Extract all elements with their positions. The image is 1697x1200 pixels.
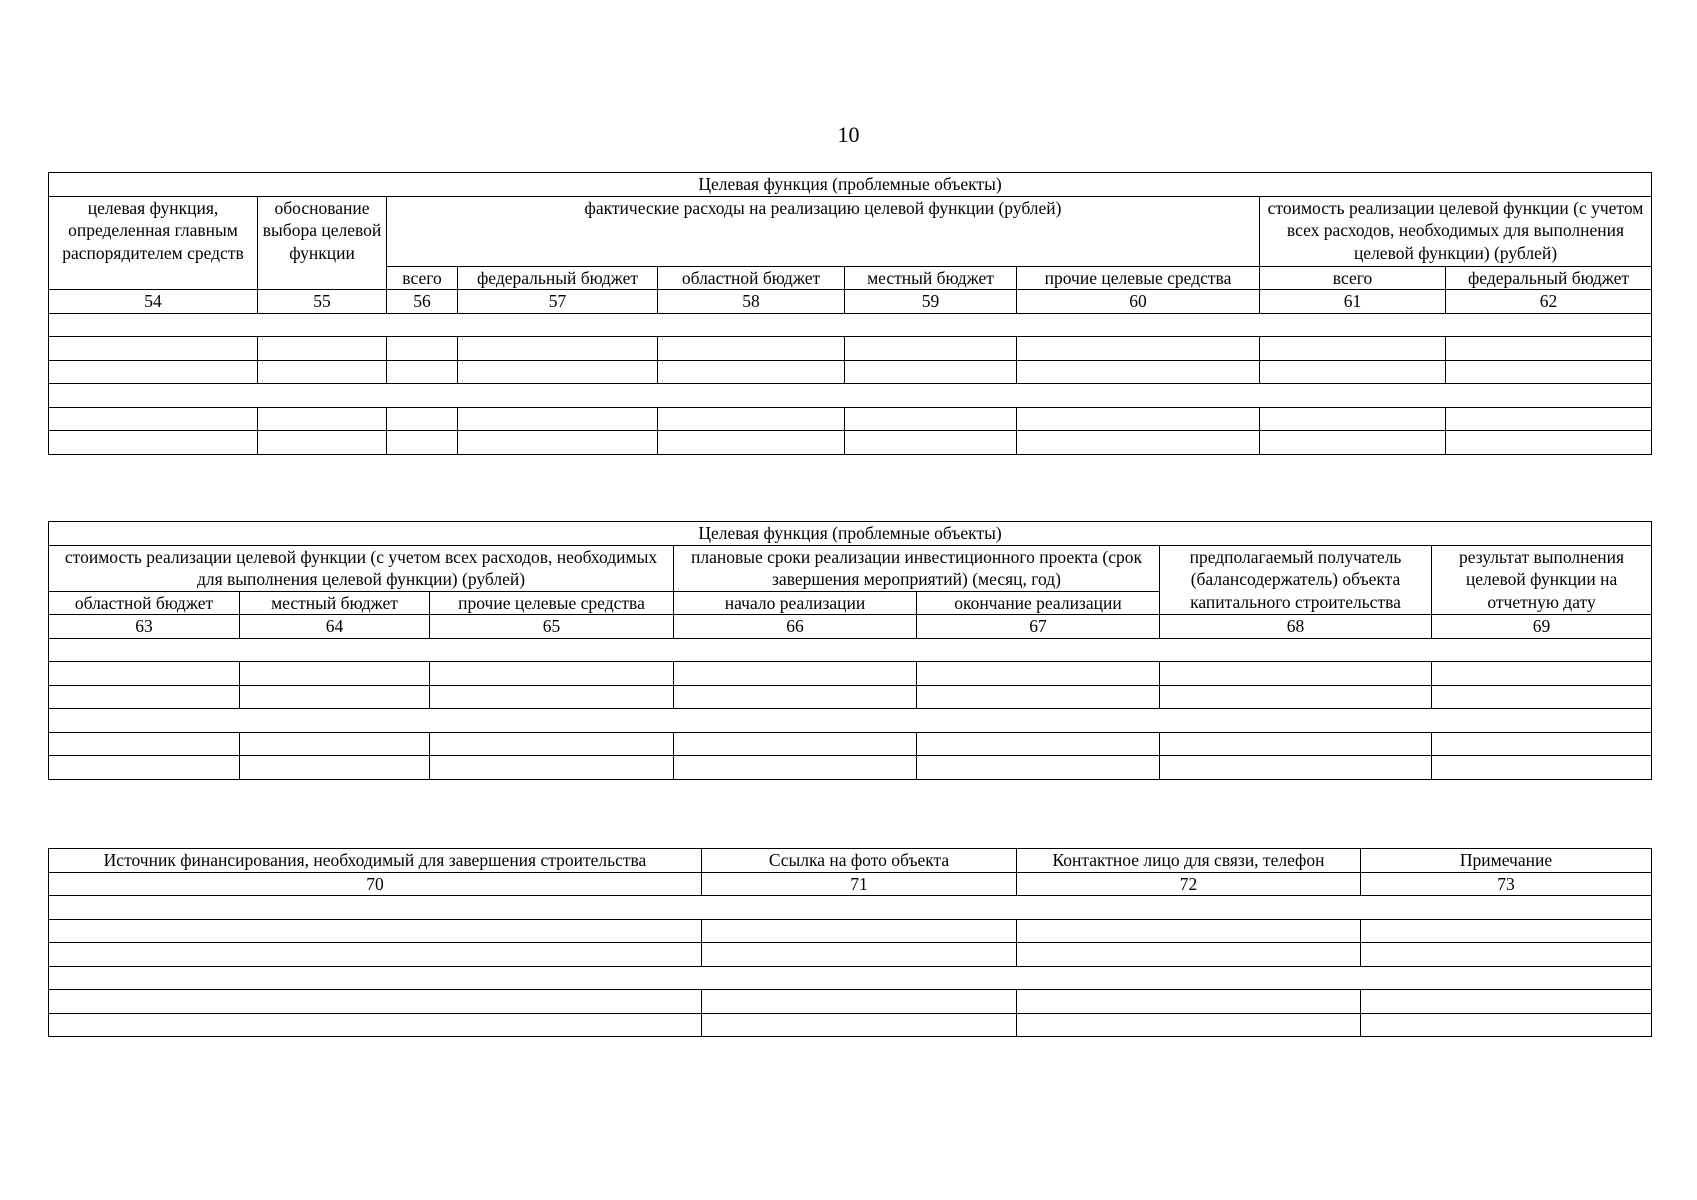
- empty-cell: [458, 337, 658, 361]
- empty-cell: [49, 709, 1652, 733]
- header-recipient: предполагаемый получатель (балансодержатель) объекта капитального строительства: [1160, 545, 1432, 615]
- empty-cell: [1361, 990, 1652, 1014]
- empty-cell: [658, 337, 845, 361]
- header-federal-budget: федеральный бюджет: [458, 266, 658, 290]
- empty-cell: [1260, 360, 1446, 384]
- empty-cell: [1432, 662, 1652, 686]
- header-cost: стоимость реализации целевой функции (с учетом всех расходов, необходимых для выполнения целевой функции) (рублей): [1260, 196, 1652, 266]
- table-row: [49, 990, 1652, 1014]
- table-row: [49, 756, 1652, 780]
- empty-cell: [49, 313, 1652, 337]
- empty-cell: [917, 732, 1160, 756]
- table-row: [49, 431, 1652, 455]
- empty-cell: [1446, 431, 1652, 455]
- empty-cell: [49, 431, 258, 455]
- empty-cell: [1017, 431, 1260, 455]
- empty-cell: [702, 990, 1017, 1014]
- empty-cell: [49, 1013, 702, 1037]
- header-regional-budget: областной бюджет: [658, 266, 845, 290]
- empty-cell: [702, 943, 1017, 967]
- header-actual-expenses: фактические расходы на реализацию целевой функции (рублей): [387, 196, 1260, 266]
- column-number: 56: [387, 290, 458, 314]
- column-number: 60: [1017, 290, 1260, 314]
- empty-cell: [1260, 337, 1446, 361]
- header-target-function: целевая функция, определенная главным распорядителем средств: [49, 196, 258, 290]
- empty-cell: [1446, 407, 1652, 431]
- empty-cell: [1160, 685, 1432, 709]
- table-row: [49, 1013, 1652, 1037]
- table-title: Целевая функция (проблемные объекты): [49, 522, 1652, 546]
- column-number: 62: [1446, 290, 1652, 314]
- empty-cell: [1017, 360, 1260, 384]
- empty-cell: [1160, 756, 1432, 780]
- header-total-cost: всего: [1260, 266, 1446, 290]
- empty-cell: [258, 431, 387, 455]
- empty-cell: [1446, 360, 1652, 384]
- header-result: результат выполнения целевой функции на отчетную дату: [1432, 545, 1652, 615]
- empty-cell: [430, 685, 674, 709]
- empty-cell: [387, 360, 458, 384]
- empty-cell: [658, 431, 845, 455]
- empty-cell: [1432, 685, 1652, 709]
- empty-cell: [1017, 1013, 1361, 1037]
- column-number-row: [49, 615, 1652, 639]
- empty-cell: [49, 685, 240, 709]
- header-photo-link: Ссылка на фото объекта: [702, 849, 1017, 873]
- header-row: [49, 545, 1652, 591]
- header-start: начало реализации: [674, 591, 917, 615]
- empty-cell: [1160, 732, 1432, 756]
- column-number: 66: [674, 615, 917, 639]
- group-row: [49, 896, 1652, 920]
- column-number: 68: [1160, 615, 1432, 639]
- empty-cell: [49, 638, 1652, 662]
- column-number: 71: [702, 872, 1017, 896]
- column-number: 73: [1361, 872, 1652, 896]
- column-number: 64: [240, 615, 430, 639]
- header-end: окончание реализации: [917, 591, 1160, 615]
- column-number: 58: [658, 290, 845, 314]
- empty-cell: [845, 407, 1017, 431]
- target-function-table-1: [48, 172, 1652, 455]
- table-title: Целевая функция (проблемные объекты): [49, 173, 1652, 197]
- header-total: всего: [387, 266, 458, 290]
- header-row: [49, 196, 1652, 266]
- column-number-row: [49, 872, 1652, 896]
- column-number: 70: [49, 872, 702, 896]
- header-regional-budget: областной бюджет: [49, 591, 240, 615]
- header-local-budget: местный бюджет: [845, 266, 1017, 290]
- header-planned-terms: плановые сроки реализации инвестиционного проекта (срок завершения мероприятий) (месяц, год): [674, 545, 1160, 591]
- empty-cell: [917, 685, 1160, 709]
- empty-cell: [674, 685, 917, 709]
- header-cost: стоимость реализации целевой функции (с учетом всех расходов, необходимых для выполнения целевой функции) (рублей): [49, 545, 674, 591]
- empty-cell: [674, 756, 917, 780]
- group-row: [49, 966, 1652, 990]
- column-number: 54: [49, 290, 258, 314]
- empty-cell: [658, 360, 845, 384]
- empty-cell: [1432, 732, 1652, 756]
- empty-cell: [1361, 919, 1652, 943]
- empty-cell: [1017, 919, 1361, 943]
- header-other-funds: прочие целевые средства: [1017, 266, 1260, 290]
- header-federal-budget-cost: федеральный бюджет: [1446, 266, 1652, 290]
- header-financing-source: Источник финансирования, необходимый для завершения строительства: [49, 849, 702, 873]
- empty-cell: [49, 966, 1652, 990]
- table-row: [49, 337, 1652, 361]
- group-row: [49, 638, 1652, 662]
- empty-cell: [430, 732, 674, 756]
- empty-cell: [49, 407, 258, 431]
- empty-cell: [1017, 943, 1361, 967]
- financing-contact-table: [48, 848, 1652, 1037]
- empty-cell: [49, 662, 240, 686]
- empty-cell: [49, 337, 258, 361]
- empty-cell: [49, 896, 1652, 920]
- header-justification: обоснование выбора целевой функции: [258, 196, 387, 290]
- empty-cell: [702, 1013, 1017, 1037]
- empty-cell: [240, 685, 430, 709]
- header-contact-person: Контактное лицо для связи, телефон: [1017, 849, 1361, 873]
- empty-cell: [674, 662, 917, 686]
- empty-cell: [658, 407, 845, 431]
- empty-cell: [1446, 337, 1652, 361]
- column-number: 61: [1260, 290, 1446, 314]
- page-number: 10: [837, 122, 860, 147]
- group-row: [49, 313, 1652, 337]
- table-title-row: [49, 173, 1652, 197]
- table-row: [49, 360, 1652, 384]
- empty-cell: [387, 431, 458, 455]
- empty-cell: [240, 662, 430, 686]
- column-number: 72: [1017, 872, 1361, 896]
- empty-cell: [387, 337, 458, 361]
- empty-cell: [845, 360, 1017, 384]
- column-number: 59: [845, 290, 1017, 314]
- table-row: [49, 662, 1652, 686]
- empty-cell: [1160, 662, 1432, 686]
- header-other-funds: прочие целевые средства: [430, 591, 674, 615]
- empty-cell: [674, 732, 917, 756]
- empty-cell: [1361, 1013, 1652, 1037]
- column-number-row: [49, 290, 1652, 314]
- group-row: [49, 709, 1652, 733]
- column-number: 55: [258, 290, 387, 314]
- empty-cell: [49, 919, 702, 943]
- empty-cell: [430, 756, 674, 780]
- empty-cell: [49, 384, 1652, 408]
- empty-cell: [430, 662, 674, 686]
- table-row: [49, 943, 1652, 967]
- empty-cell: [258, 337, 387, 361]
- empty-cell: [1017, 337, 1260, 361]
- empty-cell: [1017, 990, 1361, 1014]
- empty-cell: [458, 360, 658, 384]
- empty-cell: [1017, 407, 1260, 431]
- empty-cell: [845, 337, 1017, 361]
- empty-cell: [1361, 943, 1652, 967]
- column-number: 65: [430, 615, 674, 639]
- empty-cell: [258, 360, 387, 384]
- empty-cell: [49, 756, 240, 780]
- target-function-table-2: [48, 521, 1652, 780]
- empty-cell: [1432, 756, 1652, 780]
- column-number: 69: [1432, 615, 1652, 639]
- table-title-row: [49, 522, 1652, 546]
- empty-cell: [702, 919, 1017, 943]
- table-row: [49, 407, 1652, 431]
- empty-cell: [49, 360, 258, 384]
- column-number: 63: [49, 615, 240, 639]
- empty-cell: [917, 662, 1160, 686]
- empty-cell: [49, 990, 702, 1014]
- empty-cell: [387, 407, 458, 431]
- empty-cell: [49, 943, 702, 967]
- empty-cell: [1260, 407, 1446, 431]
- table-row: [49, 732, 1652, 756]
- empty-cell: [458, 431, 658, 455]
- empty-cell: [240, 756, 430, 780]
- empty-cell: [1260, 431, 1446, 455]
- header-local-budget: местный бюджет: [240, 591, 430, 615]
- empty-cell: [240, 732, 430, 756]
- column-number: 67: [917, 615, 1160, 639]
- empty-cell: [917, 756, 1160, 780]
- group-row: [49, 384, 1652, 408]
- header-note: Примечание: [1361, 849, 1652, 873]
- empty-cell: [458, 407, 658, 431]
- empty-cell: [49, 732, 240, 756]
- empty-cell: [258, 407, 387, 431]
- header-row: [49, 849, 1652, 873]
- table-row: [49, 685, 1652, 709]
- table-row: [49, 919, 1652, 943]
- empty-cell: [845, 431, 1017, 455]
- column-number: 57: [458, 290, 658, 314]
